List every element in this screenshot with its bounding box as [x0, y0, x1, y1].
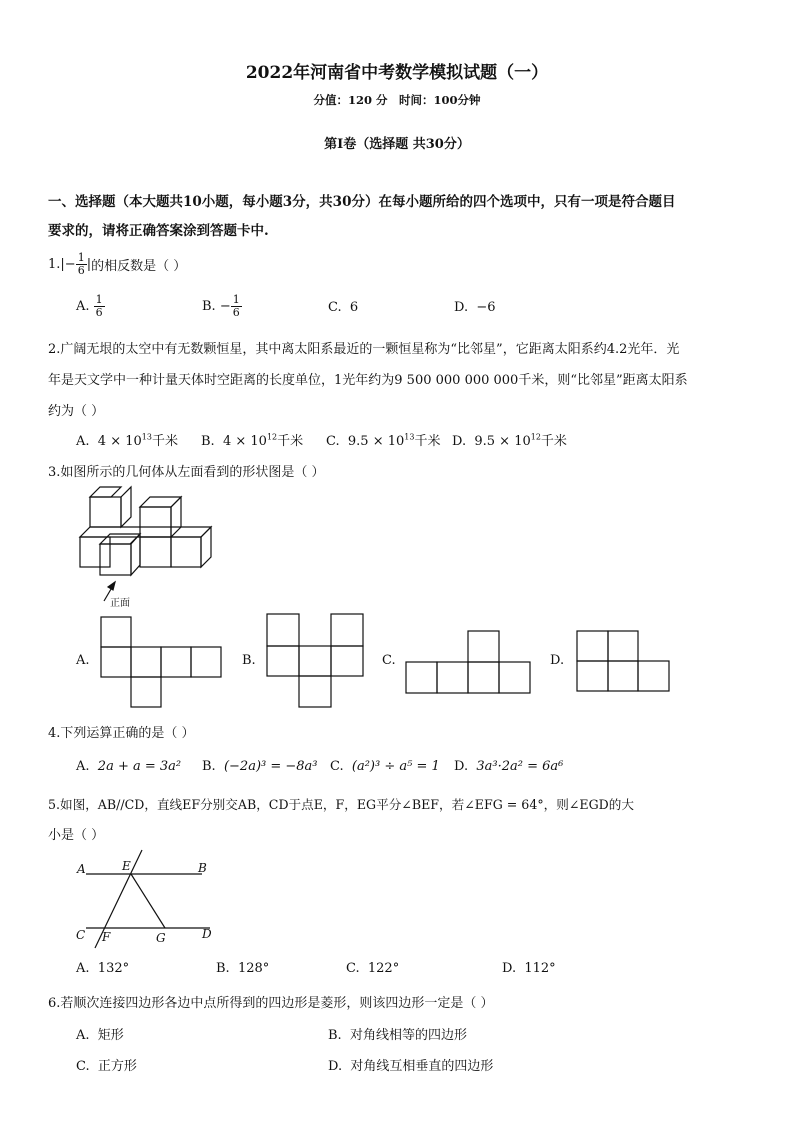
q6-option-d-label: D.	[328, 1059, 343, 1074]
q3-option-b-figure[interactable]	[266, 613, 366, 709]
q6-option-a[interactable]	[76, 1024, 124, 1043]
q1-option-d-value: −6	[476, 300, 496, 315]
point-a-label: A	[77, 862, 86, 876]
q4-c-expr: (a²)³ ÷ a⁵ = 1	[351, 759, 440, 774]
solid-face	[100, 534, 140, 544]
point-d-label: D	[202, 927, 212, 941]
q2-option-a-label: A.	[76, 434, 90, 449]
q2-a-unit: 千米	[151, 434, 178, 449]
q6-d-text: 对角线互相垂直的四边形	[350, 1059, 494, 1074]
point-g-label: G	[156, 931, 166, 945]
q1-abs-open: |−	[60, 257, 76, 272]
instructions-line1: 一、选择题（本大题共10小题，每小题3分，共30分）在每小题所给的四个选项中，只有一项是符合题目	[48, 194, 676, 210]
q4-option-c[interactable]	[330, 759, 440, 774]
q5-option-c[interactable]	[346, 961, 399, 976]
q5-line1: 5.如图，AB//CD，直线EF分别交AB，CD于点E，F，EG平分∠BEF，若∠EFG = 64°，则∠EGD的大	[48, 797, 634, 812]
q3-option-d-figure[interactable]	[576, 630, 672, 693]
solid-face	[80, 527, 211, 537]
point-f-label: F	[102, 930, 111, 944]
q6-b-text: 对角线相等的四边形	[349, 1028, 467, 1043]
q5-d-value: 112°	[524, 961, 556, 976]
q2-b-exp: 12	[266, 432, 278, 442]
solid-face	[121, 487, 131, 527]
q1-tail: 的相反数是（ ）	[91, 259, 187, 274]
solid-face	[100, 544, 131, 575]
q6-text: 6.若顺次连接四边形各边中点所得到的四边形是菱形，则该四边形一定是（ ）	[48, 996, 494, 1011]
q1-frac-num: 1	[77, 251, 85, 264]
solid-face	[131, 534, 140, 575]
front-label: 正面	[110, 598, 130, 609]
q6-c-text: 正方形	[97, 1059, 137, 1074]
q2-option-b-label: B.	[201, 434, 215, 449]
solid-face	[201, 527, 211, 567]
q1-option-d-label: D.	[454, 300, 469, 315]
solid-face	[90, 487, 121, 497]
q2-d-exp: 12	[530, 432, 541, 442]
q1-option-a-label: A.	[76, 299, 90, 314]
q1-option-b-label: B.	[202, 299, 216, 314]
q4-option-a-label: A.	[76, 759, 90, 774]
q2-d-unit: 千米	[540, 434, 567, 449]
q4-option-b-label: B.	[202, 759, 216, 774]
solid-face	[140, 537, 171, 567]
q2-line1: 2.广阔无垠的太空中有无数颗恒星，其中离太阳系最近的一颗恒星称为“比邻星”，它距离太阳系约4.2光年．光	[48, 342, 680, 357]
solid-face	[90, 497, 121, 527]
q2-option-c-label: C.	[326, 434, 340, 449]
q6-option-c[interactable]	[76, 1055, 137, 1074]
q2-option-d-label: D.	[452, 434, 467, 449]
solid-face	[171, 497, 181, 537]
page-title: 2022年河南省中考数学模拟试题（一）	[245, 63, 549, 83]
q2-line3: 约为（ ）	[48, 404, 105, 419]
q5-option-c-label: C.	[346, 961, 360, 976]
q1-option-b-sign: −	[219, 299, 231, 314]
q4-option-d[interactable]	[454, 759, 563, 774]
instructions-line2: 要求的，请将正确答案涂到答题卡中.	[48, 223, 269, 239]
solid-face	[80, 537, 110, 567]
q6-option-d[interactable]	[328, 1055, 493, 1074]
q4-option-a[interactable]	[76, 759, 181, 774]
q4-option-c-label: C.	[330, 759, 344, 774]
segment-eg	[131, 874, 165, 928]
point-b-label: B	[198, 861, 207, 875]
q3-option-d-label[interactable]: D.	[550, 653, 565, 668]
q2-line2: 年是天文学中一种计量天体时空距离的长度单位，1光年约为9 500 000 000 000千米，则“比邻星”距离太阳系	[48, 373, 688, 388]
q3-option-b-label[interactable]: B.	[242, 653, 256, 668]
q5-b-value: 128°	[237, 961, 270, 976]
q4-text: 4.下列运算正确的是（ ）	[48, 726, 195, 741]
section-title: 第Ⅰ卷（选择题 共30分）	[324, 137, 470, 152]
q6-option-b-label: B.	[328, 1028, 342, 1043]
q5-line2: 小是（ ）	[48, 828, 105, 843]
q5-option-a-label: A.	[76, 961, 90, 976]
q6-a-text: 矩形	[97, 1028, 124, 1043]
q1-option-c-label: C.	[328, 300, 342, 315]
q4-option-b[interactable]	[202, 759, 318, 774]
arrow-head	[108, 582, 115, 590]
q3-option-c-figure[interactable]	[405, 630, 533, 695]
q1-a-num: 1	[95, 293, 103, 306]
q1-b-den: 6	[232, 306, 240, 319]
q3-option-a-label[interactable]: A.	[76, 653, 90, 668]
solid-face	[171, 537, 201, 567]
page-subtitle: 分值：120 分 时间：100分钟	[313, 93, 481, 107]
q2-c-exp: 13	[404, 432, 415, 442]
q1-b-num: 1	[232, 293, 240, 306]
q5-c-value: 122°	[367, 961, 400, 976]
q5-option-b[interactable]	[216, 961, 269, 976]
q5-option-d-label: D.	[502, 961, 517, 976]
point-c-label: C	[76, 928, 86, 942]
q6-option-b[interactable]	[328, 1024, 467, 1043]
q1-abs-close: |	[86, 257, 92, 272]
q2-b-unit: 千米	[277, 434, 304, 449]
q2-d-text: 9.5 × 10	[474, 434, 531, 449]
q4-a-expr: 2a + a = 3a²	[97, 759, 182, 774]
q4-d-expr: 3a³·2a² = 6a⁶	[476, 759, 564, 774]
q4-option-d-label: D.	[454, 759, 469, 774]
q1-number: 1.	[48, 257, 61, 272]
q2-a-text: 4 × 10	[97, 434, 142, 449]
q5-option-a[interactable]	[76, 961, 129, 976]
q2-b-text: 4 × 10	[222, 434, 267, 449]
q4-b-expr: (−2a)³ = −8a³	[223, 759, 318, 774]
solid-face	[140, 507, 171, 537]
q1-a-den: 6	[95, 306, 103, 319]
q5-option-b-label: B.	[216, 961, 230, 976]
q6-option-c-label: C.	[76, 1059, 90, 1074]
q5-option-d[interactable]	[502, 961, 556, 976]
q3-text: 3.如图所示的几何体从左面看到的形状图是（ ）	[48, 465, 325, 480]
point-e-label: E	[122, 859, 131, 873]
q3-option-c-label[interactable]: C.	[382, 653, 396, 668]
q6-option-a-label: A.	[76, 1028, 90, 1043]
q1-option-c-value: 6	[349, 300, 359, 315]
q2-c-unit: 千米	[414, 434, 441, 449]
q3-option-a-figure[interactable]	[100, 616, 225, 708]
q1-frac-den: 6	[77, 264, 85, 277]
q2-c-text: 9.5 × 10	[347, 434, 405, 449]
q5-a-value: 132°	[97, 961, 130, 976]
q2-a-exp: 13	[141, 432, 152, 442]
solid-face	[140, 497, 181, 507]
